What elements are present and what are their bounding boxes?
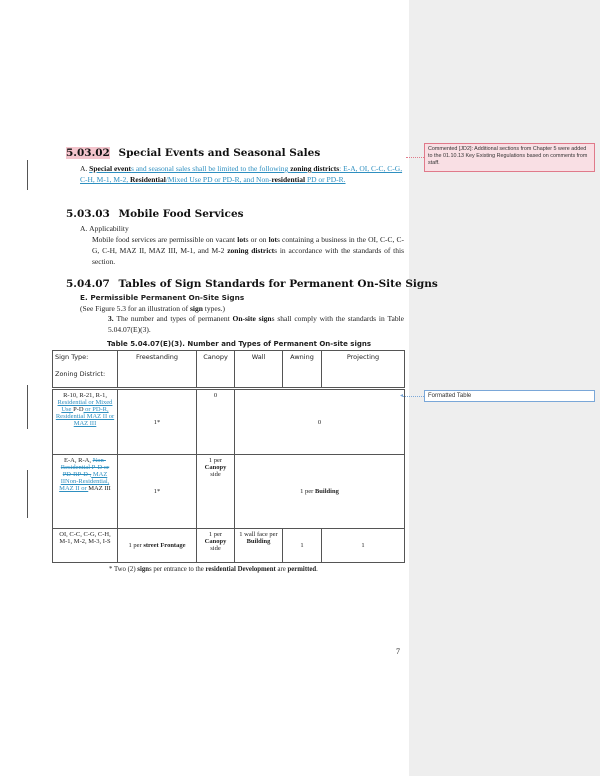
freestanding-cell: 1 per street Frontage (118, 529, 197, 563)
other-signs-cell: 1 per Building (235, 455, 405, 529)
section-number: 5.03.02 (66, 147, 110, 159)
district-cell: R-10, R-21, R-1, Residential or Mixed Use P-D or PD-R, Residential MAZ II or MAZ III (53, 389, 118, 455)
other-signs-cell: 0 (235, 389, 405, 455)
district-cell: OI, C-C, C-G, C-H, M-1, M-2, M-3, I-S (53, 529, 118, 563)
section-number: 5.04.07 (66, 278, 110, 290)
section-heading-5-03-03 (66, 208, 244, 220)
projecting-cell: 1 (322, 529, 405, 563)
comment-text: Additional sections from Chapter 5 were added to the 01.10.13 Key Existing Regulations based on comments from staff. (428, 146, 588, 166)
formatted-table-balloon[interactable] (424, 390, 595, 402)
comment-balloon[interactable] (424, 143, 595, 172)
item-applicability: A. Applicability (80, 224, 129, 233)
change-bar (27, 385, 28, 429)
section-title: Tables of Sign Standards for Permanent On-Site Signs (118, 278, 438, 290)
table-row (53, 529, 405, 563)
header-sign-type: Sign Type: Zoning District: (53, 351, 118, 389)
canopy-cell: 1 per Canopy side (197, 529, 235, 563)
section-heading-5-03-02 (66, 147, 320, 159)
table-row (53, 389, 405, 455)
paragraph-special-events: A. Special events and seasonal sales shall be limited to the following zoning districts: E-A, OI, C-C, C-G, C-H, M-1, M-2, Residential/Mixed Use PD or PD-R, and Non-residential PD or PD-R. (80, 164, 403, 184)
header-freestanding: Freestanding (118, 351, 197, 389)
section-heading-5-04-07 (66, 278, 438, 290)
freestanding-cell: 1* (118, 389, 197, 455)
see-figure-note: (See Figure 5.3 for an illustration of sign types.) (80, 304, 226, 313)
section-number: 5.03.03 (66, 208, 110, 220)
wall-cell: 1 wall face per Building (235, 529, 283, 563)
section-title: Special Events and Seasonal Sales (118, 147, 321, 159)
item-permissible-signs: E. Permissible Permanent On-Site Signs (80, 293, 245, 302)
sign-standards-table (52, 350, 405, 563)
comment-connector (406, 157, 424, 158)
format-arrow-icon: ◂ (400, 392, 404, 399)
header-canopy: Canopy (197, 351, 235, 389)
comment-author: Commented [JD2]: (428, 146, 473, 152)
freestanding-cell: 1* (118, 455, 197, 529)
section-title: Mobile Food Services (118, 208, 244, 220)
format-connector (403, 396, 424, 397)
paragraph-mobile-food: Mobile food services are permissible on vacant lots or on lots containing a business in the OI, C-C, C-G, C-H, MAZ II, MAZ III, M-1, and M-2 zoning districts in accordance with the standards of this section. (92, 235, 404, 266)
page-number: 7 (396, 647, 400, 656)
header-projecting: Projecting (322, 351, 405, 389)
table-row (53, 455, 405, 529)
district-cell: E-A, R-A, Non-Residential P-D or PD-RP-D , MAZ IINon-Residential, MAZ II or MAZ III (53, 455, 118, 529)
paragraph-sign-standards: 3. The number and types of permanent On-site signs shall comply with the standards in Table 5.04.07(E)(3). (108, 314, 404, 334)
table-caption: Table 5.04.07(E)(3). Number and Types of Permanent On-site signs (107, 340, 372, 348)
canopy-cell: 0 (197, 389, 235, 455)
table-footnote: * Two (2) signs per entrance to the residential Development are permitted. (109, 566, 318, 573)
canopy-cell: 1 per Canopy side (197, 455, 235, 529)
header-awning: Awning (283, 351, 322, 389)
change-bar (27, 160, 28, 190)
formatted-table-label: Formatted Table (428, 393, 472, 399)
header-wall: Wall (235, 351, 283, 389)
change-bar (27, 470, 28, 518)
markup-pane (409, 0, 600, 776)
awning-cell: 1 (283, 529, 322, 563)
